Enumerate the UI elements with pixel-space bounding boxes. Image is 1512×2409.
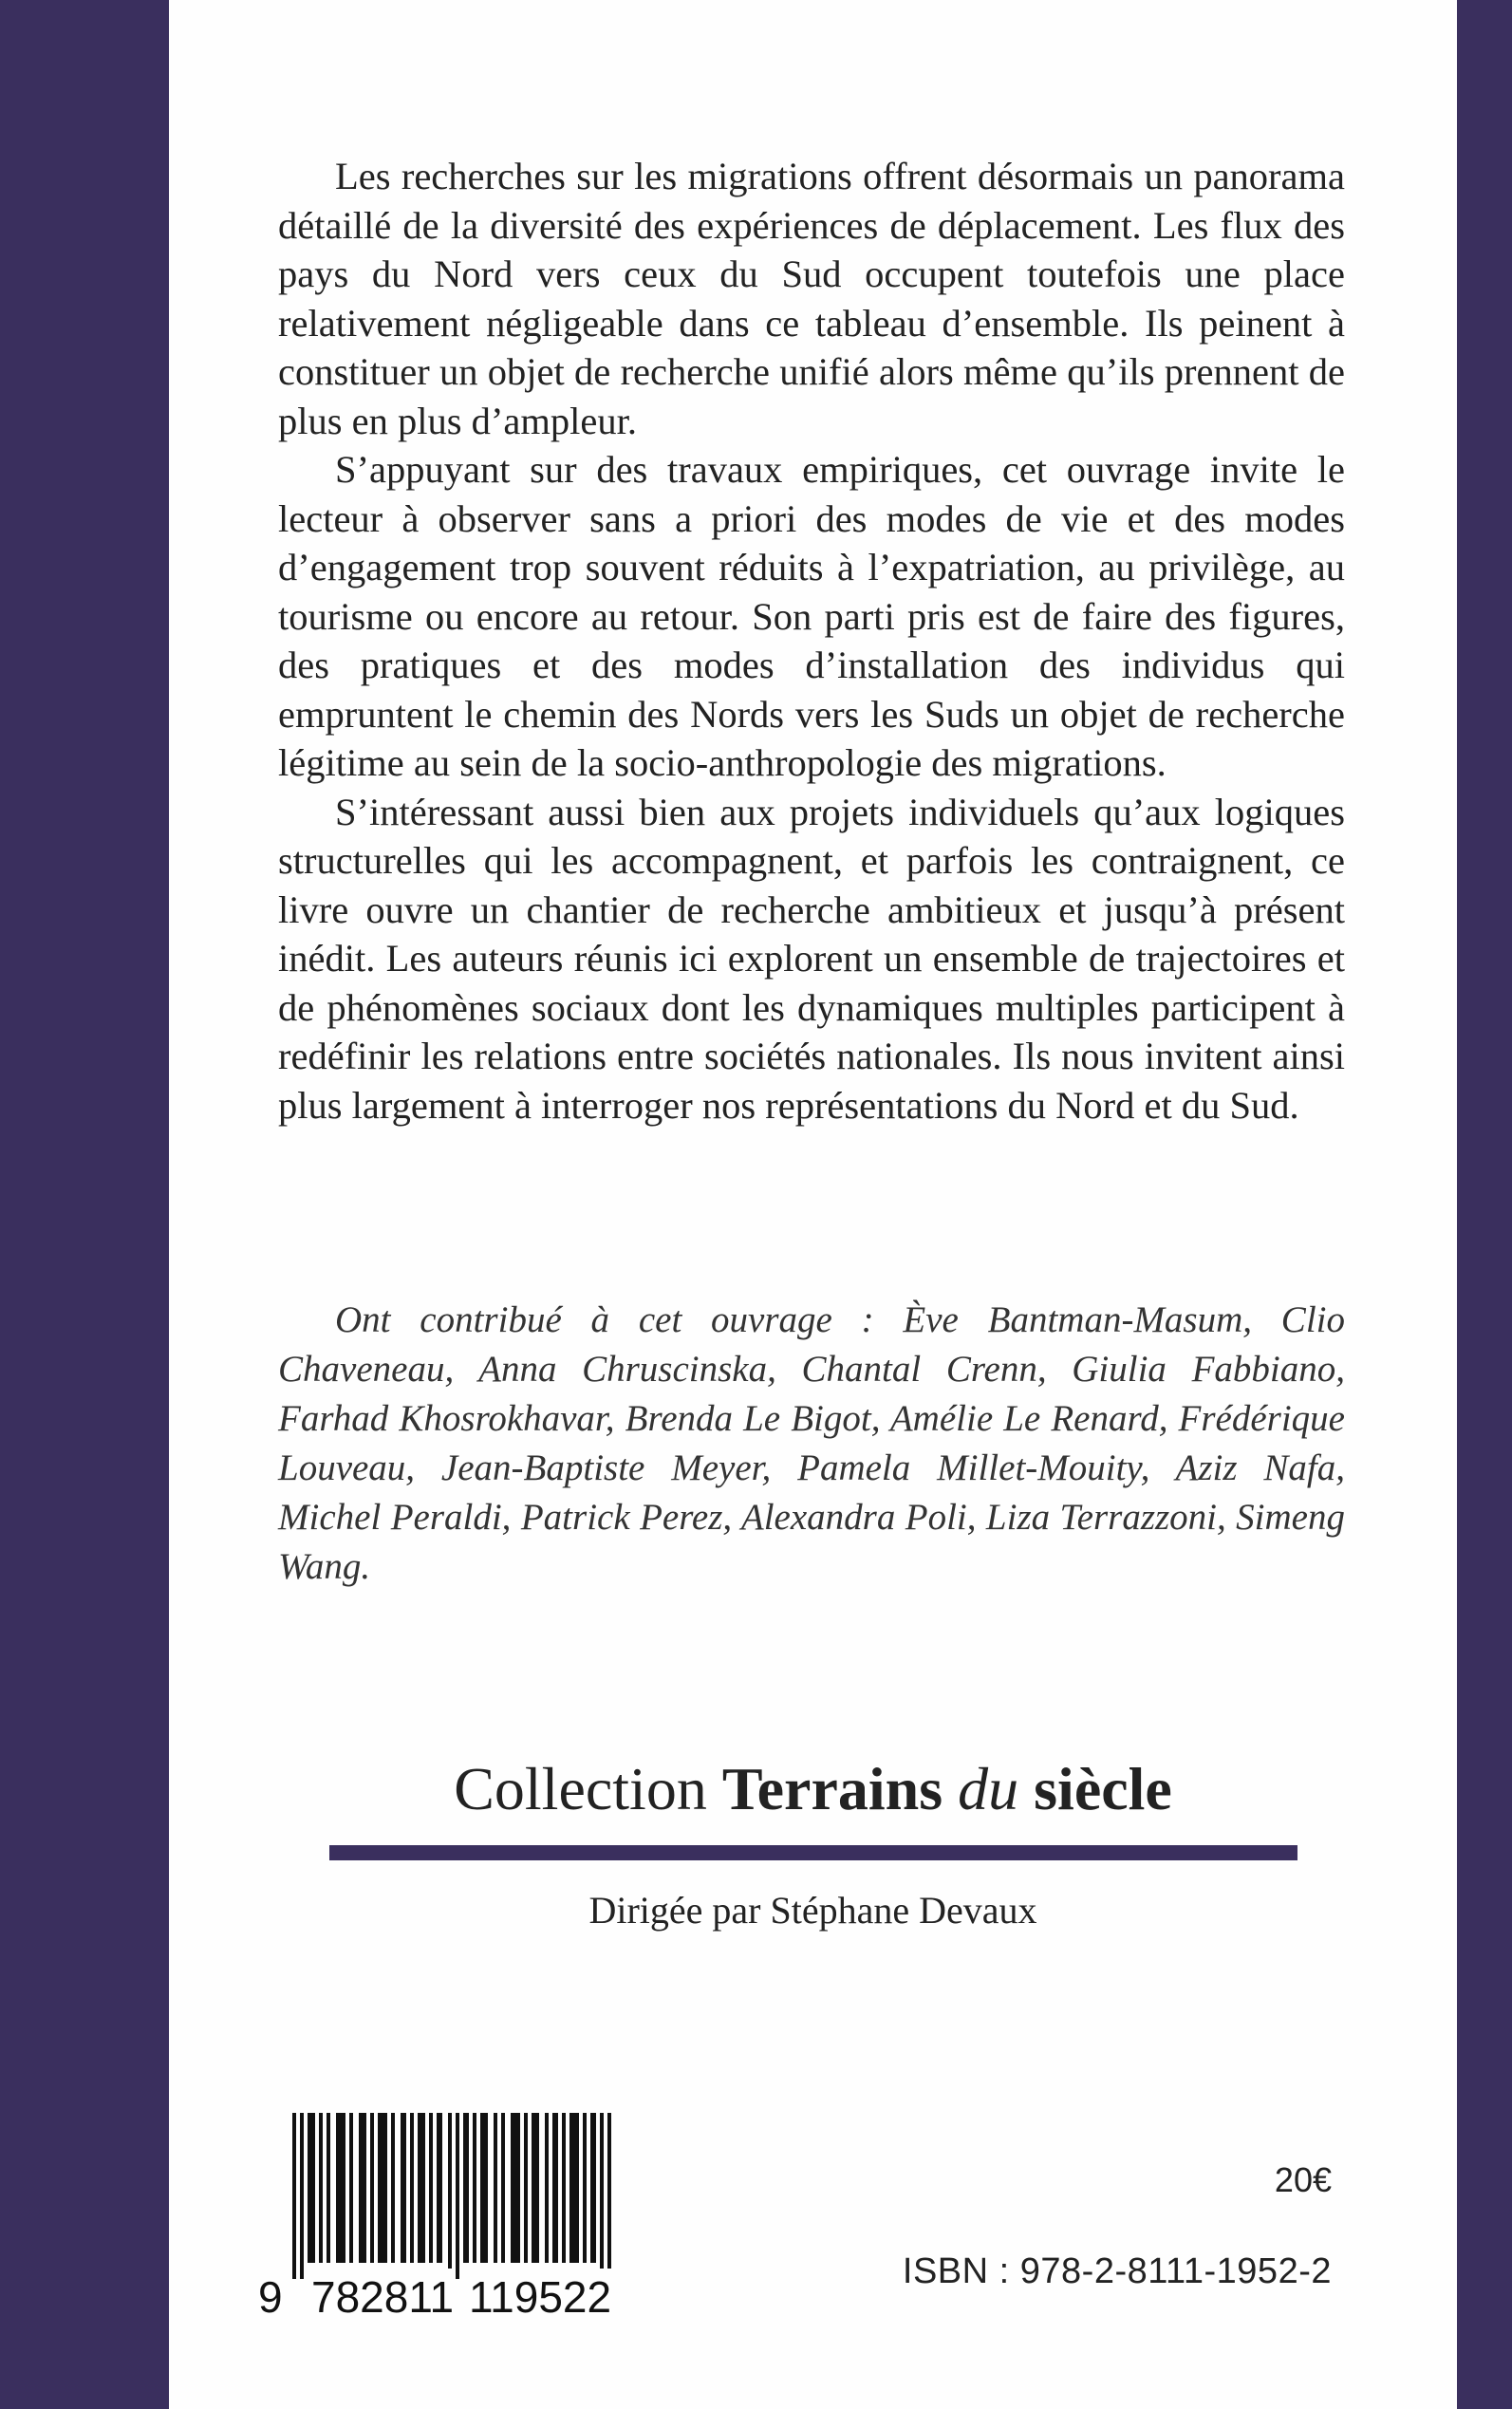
contributors-list: Ont contribué à cet ouvrage : Ève Bantman-Masum, Clio Chaveneau, Anna Chruscinska, Chantal Crenn, Giulia Fabbiano, Farhad Khosrokhavar, Brenda Le Bigot, Amélie Le Renard, Frédérique Louveau, Jean-Baptiste Meyer, Pamela Millet-Mouity, Aziz Nafa, Michel Peraldi, Patrick Perez, Alexandra Poli, Liza Terrazzoni, Simeng Wang. xyxy=(278,1299,1345,1587)
collection-director: Dirigée par Stéphane Devaux xyxy=(588,1889,1037,1932)
barcode-bars xyxy=(256,2113,664,2279)
collection-name-terrains: Terrains xyxy=(721,1755,943,1822)
blurb-paragraph-2: S’appuyant sur des travaux empiriques, cet ouvrage invite le lecteur à observer sans a priori des modes de vie et des modes d’engagement trop souvent réduits à l’expatriation, au privilège, au tourisme ou encore au retour. Son parti pris est de faire des figures, des pratiques et des modes d’installation des individus qui empruntent le chemin des Nords vers les Suds un objet de recherche légitime au sein de la socio-anthropologie des migrations. xyxy=(278,448,1345,784)
barcode-digits-left: 782811 xyxy=(309,2269,456,2325)
barcode-digits-right: 119522 xyxy=(467,2269,613,2325)
collection-name-siecle: siècle xyxy=(1034,1755,1172,1822)
collection-prefix: Collection xyxy=(454,1755,707,1822)
blurb-paragraph-1: Les recherches sur les migrations offrent désormais un panorama détaillé de la diversité des expériences de déplacement. Les flux des pays du Nord vers ceux du Sud occupent toutefois une place relativement négligeable dans ce tableau d’ensemble. Ils peinent à constituer un objet de recherche unifié alors même qu’ils prennent de plus en plus d’ampleur. xyxy=(278,155,1345,442)
isbn: ISBN : 978-2-8111-1952-2 xyxy=(902,2251,1332,2291)
blurb-text xyxy=(278,152,1345,1130)
price: 20€ xyxy=(1274,2160,1332,2199)
blurb-paragraph-3: S’intéressant aussi bien aux projets individuels qu’aux logiques structurelles qui les accompagnent, et parfois les contraignent, ce livre ouvre un chantier de recherche ambitieux et jusqu’à présent inédit. Les auteurs réunis ici explorent un ensemble de trajectoires et de phénomènes sociaux dont les dynamiques multiples participent à redéfinir les relations entre sociétés nationales. Ils nous invitent ainsi plus largement à interroger nos représentations du Nord et du Sud. xyxy=(278,790,1345,1127)
collection-title xyxy=(169,1751,1457,1827)
barcode-digit-first: 9 xyxy=(256,2269,285,2325)
collection-name-du: du xyxy=(958,1755,1019,1822)
collection-divider xyxy=(329,1845,1297,1860)
barcode-digits xyxy=(256,2269,664,2325)
